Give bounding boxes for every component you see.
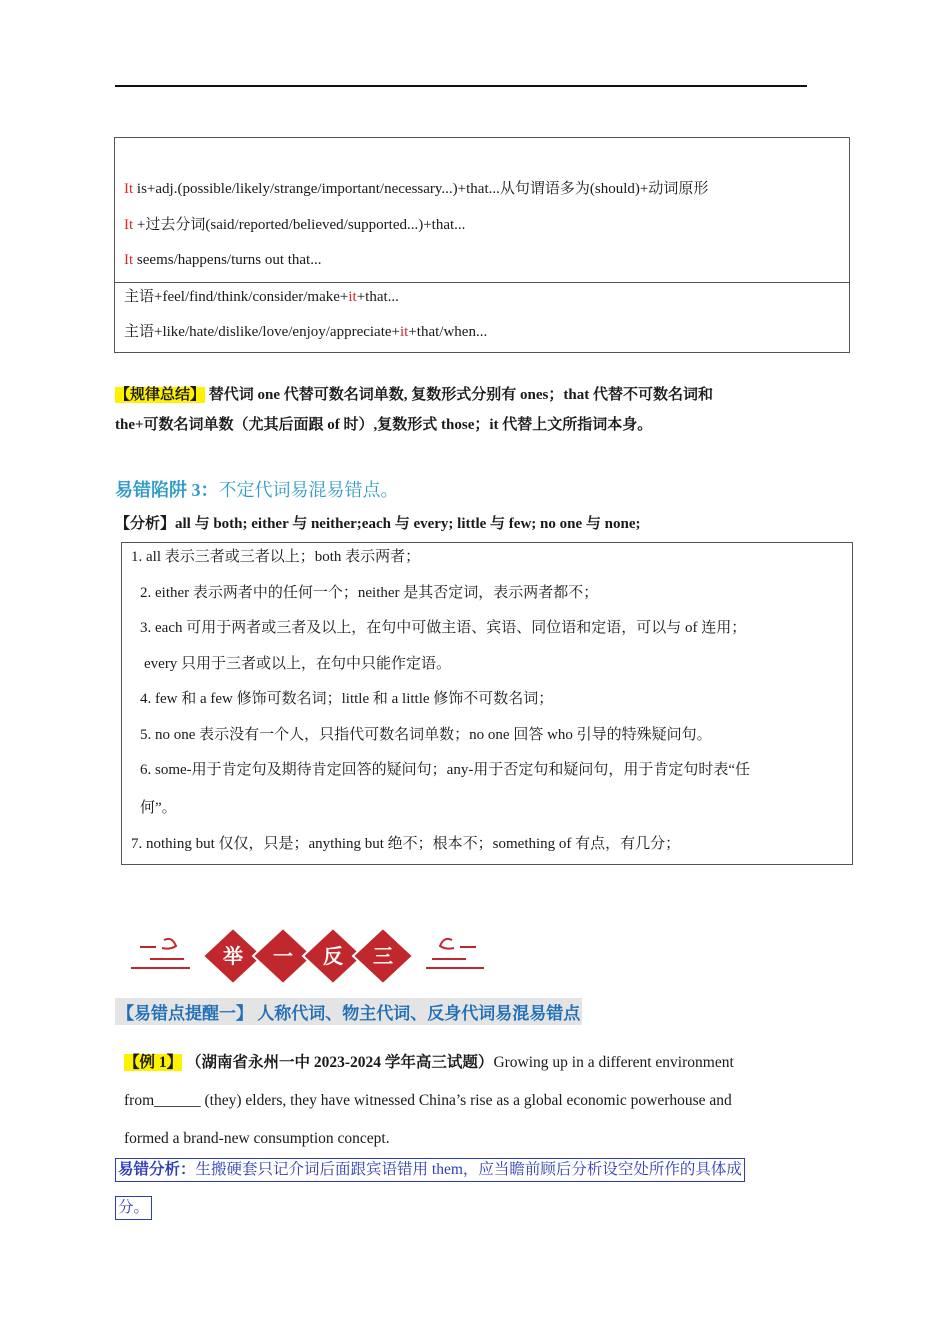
example-text: Growing up in a different environment: [493, 1054, 734, 1071]
it-word: It: [124, 181, 134, 197]
list-item: 1. all 表示三者或三者以上；both 表示两者；: [131, 549, 421, 565]
pronoun-list-box: [121, 542, 853, 865]
section-banner: [128, 926, 488, 986]
it-word: it: [348, 289, 357, 305]
rule-summary: [115, 380, 815, 440]
error-analysis-line2: 分。: [115, 1196, 152, 1220]
error-analysis-line1: [115, 1158, 745, 1182]
pattern-text: is+adj.(possible/likely/strange/important/necessary...)+that...从句谓语多为(should)+动词原形: [133, 181, 709, 197]
pattern-row: [124, 215, 465, 235]
trap-label: 易错陷阱 3：: [115, 480, 219, 500]
pattern-row: [124, 322, 487, 342]
pattern-text: 主语+like/hate/dislike/love/enjoy/appreciate+: [124, 324, 400, 340]
pattern-row: [124, 179, 708, 199]
pattern-text: seems/happens/turns out that...: [133, 252, 322, 268]
example-tag: 【例 1】: [124, 1054, 183, 1071]
banner-char: 三: [373, 944, 393, 968]
banner-char: 反: [323, 944, 343, 968]
list-item: 4. few 和 a few 修饰可数名词；little 和 a little 修饰不可数名词；: [140, 691, 554, 707]
example-text: formed a brand-new consumption concept.: [124, 1130, 390, 1147]
list-item: 6. some-用于肯定句及期待肯定回答的疑问句；any-用于否定句和疑问句，用于肯定句时表“任: [140, 762, 750, 778]
error-reminder-heading: 【易错点提醒一】 人称代词、物主代词、反身代词易混易错点: [115, 998, 582, 1025]
error-analysis-label: 易错分析：: [118, 1161, 196, 1178]
list-item: 7. nothing but 仅仅，只是；anything but 绝不；根本不；something of 有点，有几分；: [131, 836, 681, 852]
sentence-pattern-box: [114, 137, 850, 353]
summary-tag: 【规律总结】: [115, 387, 206, 403]
summary-line1: 替代词 one 代替可数名词单数, 复数形式分别有 ones；that 代替不可数名词和: [205, 387, 713, 403]
box-divider: [115, 282, 849, 283]
banner-left-ornament: [131, 939, 190, 968]
error-analysis-text: 生搬硬套只记介词后面跟宾语错用 them，应当瞻前顾后分析设空处所作的具体成: [195, 1161, 742, 1178]
list-item: 5. no one 表示没有一个人，只指代可数名词单数；no one 回答 who 引导的特殊疑问句。: [140, 727, 712, 743]
pattern-row: [124, 250, 321, 270]
list-item: every 只用于三者或以上，在句中只能作定语。: [144, 656, 452, 672]
pattern-row: [124, 287, 399, 307]
it-word: It: [124, 252, 134, 268]
example-1: [124, 1044, 804, 1158]
list-item: 3. each 可用于两者或三者及以上，在句中可做主语、宾语、同位语和定语，可以与 of 连用；: [140, 620, 747, 636]
banner-char: 一: [273, 944, 293, 968]
it-word: It: [124, 217, 134, 233]
list-item: 何”。: [140, 800, 177, 816]
pattern-text: 主语+feel/find/think/consider/make+: [124, 289, 349, 305]
trap-heading: [115, 476, 399, 502]
example-text: from______ (they) elders, they have witnessed China’s rise as a global economic powerhouse and: [124, 1092, 732, 1109]
example-source: （湖南省永州一中 2023-2024 学年高三试题）: [182, 1054, 494, 1071]
pattern-text: +that...: [356, 289, 399, 305]
pattern-text: +过去分词(said/reported/believed/supported...)+that...: [133, 217, 466, 233]
pattern-text: +that/when...: [408, 324, 488, 340]
it-word: it: [400, 324, 409, 340]
list-item: 2. either 表示两者中的任何一个；neither 是其否定词，表示两者都不；: [140, 585, 599, 601]
summary-line2: the+可数名词单数（尤其后面跟 of 时）,复数形式 those；it 代替上文所指词本身。: [115, 417, 653, 433]
header-rule: [115, 85, 807, 87]
banner-char: 举: [223, 944, 243, 968]
trap-text: 不定代词易混易错点。: [218, 480, 399, 500]
banner-right-ornament: [426, 939, 484, 968]
analysis-line: 【分析】all 与 both; either 与 neither;each 与 every; little 与 few; no one 与 none;: [115, 516, 641, 532]
